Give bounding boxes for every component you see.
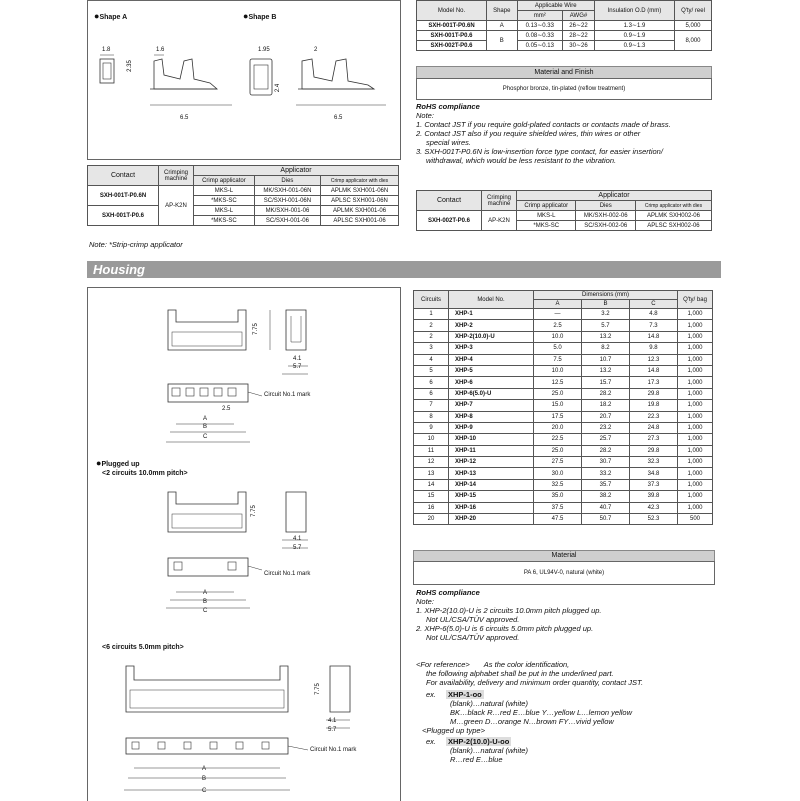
table-row xyxy=(414,514,713,525)
reference-line: For availability, delivery and minimum order quantity, contact JST. xyxy=(426,678,644,687)
table-cell: XHP-8 xyxy=(449,411,534,422)
shape-a-dim-3: 2.35 xyxy=(126,60,133,72)
shape-b-drawing xyxy=(246,49,396,129)
table-cell: 12 xyxy=(414,457,449,468)
table-cell: XHP-4 xyxy=(449,354,534,365)
table-cell: 12.5 xyxy=(534,377,582,388)
color-code-line: R…red E…blue xyxy=(450,755,503,764)
table-cell: XHP-5 xyxy=(449,365,534,376)
table-cell: 14 xyxy=(414,479,449,490)
table-cell: 2 xyxy=(414,331,449,342)
table-cell: 1,000 xyxy=(678,411,713,422)
dim-25: 2.5 xyxy=(222,406,231,412)
table-cell: 7 xyxy=(414,400,449,411)
table-cell: XHP-7 xyxy=(449,400,534,411)
table-row xyxy=(414,445,713,456)
housing-drawing-6-circuits xyxy=(118,658,398,801)
color-code-line: (blank)…natural (white) xyxy=(450,699,528,708)
table-row xyxy=(414,331,713,342)
table-cell: 1,000 xyxy=(678,343,713,354)
table-cell: 6 xyxy=(414,377,449,388)
table-cell: 13.2 xyxy=(581,365,629,376)
table-cell: 4.8 xyxy=(629,309,677,320)
color-code-line: BK…black R…red E…blue Y…yellow L…lemon yellow xyxy=(450,708,633,717)
table-row xyxy=(414,434,713,445)
table-row: *MKS-SC SC/SXH-002-06 APLSC SXH002-06 xyxy=(417,221,712,231)
table-cell: 34.8 xyxy=(629,468,677,479)
table-row xyxy=(414,377,713,388)
table-row: *MKS-SC SC/SXH-001-06N APLSC SXH001-06N xyxy=(88,196,399,206)
dim-a: A xyxy=(202,766,207,772)
note-line: special wires. xyxy=(426,138,472,147)
table-cell: 14.8 xyxy=(629,365,677,376)
shape-b-dim-3: 2.4 xyxy=(275,83,282,93)
table-cell: 47.5 xyxy=(534,514,582,525)
table-cell: 38.2 xyxy=(581,491,629,502)
housing-drawing-standard xyxy=(158,302,388,452)
table-row xyxy=(414,365,713,376)
table-row: SXH-001T-P0.6 B 0.08∼0.33 28∼22 0.9∼1.9 8,000 xyxy=(417,31,712,41)
table-cell: 23.2 xyxy=(581,422,629,433)
table-row xyxy=(414,479,713,490)
dim-c: C xyxy=(202,788,207,794)
table-cell: 18.2 xyxy=(581,400,629,411)
table-cell: 1,000 xyxy=(678,388,713,399)
table-cell: 1,000 xyxy=(678,479,713,490)
note-line: withdrawal, which would be less resistant to the vibration. xyxy=(426,156,617,165)
circuit-mark-label: Circuit No.1 mark xyxy=(264,571,311,577)
col-qty: Q'ty/ reel xyxy=(675,1,712,21)
table-cell: XHP-13 xyxy=(449,468,534,479)
dim-41: 4.1 xyxy=(293,356,302,362)
note-label: Note: xyxy=(416,597,434,606)
example-model: XHP-1-oo xyxy=(448,690,482,699)
table-cell: XHP-15 xyxy=(449,491,534,502)
note-line: Not UL/CSA/TÜV approved. xyxy=(426,633,520,642)
table-cell: 22.3 xyxy=(629,411,677,422)
table-cell: XHP-12 xyxy=(449,457,534,468)
note-line: Not UL/CSA/TÜV approved. xyxy=(426,615,520,624)
table-cell: 5 xyxy=(414,365,449,376)
table-cell: 27.5 xyxy=(534,457,582,468)
table-cell: 5.0 xyxy=(534,343,582,354)
table-cell: XHP-3 xyxy=(449,343,534,354)
shape-a-dim-1: 1.8 xyxy=(102,47,111,53)
plugged-type-label: <Plugged up type> xyxy=(422,726,485,735)
dim-41: 4.1 xyxy=(293,536,302,542)
table-cell: 8 xyxy=(414,411,449,422)
table-cell: 14.8 xyxy=(629,331,677,342)
table-cell: 19.8 xyxy=(629,400,677,411)
table-cell: — xyxy=(534,309,582,320)
table-row xyxy=(414,468,713,479)
dim-57: 5.7 xyxy=(293,545,302,551)
table-cell: 1,000 xyxy=(678,502,713,513)
dim-41: 4.1 xyxy=(328,718,337,724)
shape-a-dim-4: 6.5 xyxy=(180,115,189,121)
table-cell: 2.5 xyxy=(534,320,582,331)
reference-label: <For reference> xyxy=(416,660,470,669)
table-cell: 30.0 xyxy=(534,468,582,479)
table-cell: 35.7 xyxy=(581,479,629,490)
rohs-notes-top xyxy=(416,102,716,165)
table-row xyxy=(414,411,713,422)
dim-775: 7.75 xyxy=(252,323,259,335)
dim-775: 7.75 xyxy=(250,505,257,517)
table-cell: 25.7 xyxy=(581,434,629,445)
table-cell: 40.7 xyxy=(581,502,629,513)
housing-table: Circuits Model No. Dimensions (mm) Q'ty/ bag A B C 1 XHP-1 — 3.2 4.8 1,000 2 XHP-2 2.5 5.7 7.3 1,000 2 XHP-2(10.0)-U 10.0 13.2 14.8 1,000 3 XHP-3 5.0 8.2 9.8 1,000 4 XHP-4 7.5 10.7 12.3 1,000 5 XHP-5 10.0 13.2 14.8 1,000 6 XHP-6 12.5 15.7 17.3 1,000 6 XHP-6(5.0)-U 25.0 28.2 29.8 1,000 7 XHP-7 15.0 18.2 19.8 1,000 8 XHP-8 17.5 20.7 22.3 1,000 9 XHP-9 20.0 23.2 24.8 1,000 10 XHP-10 22.5 25.7 27.3 1,000 11 XHP-11 25.0 28.2 29.8 1,000 12 XHP-12 27.5 30.7 32.3 1,000 13 XHP-13 30.0 33.2 34.8 1,000 14 XHP-14 32.5 35.7 37.3 1,000 15 XHP-15 35.0 38.2 39.8 1,000 16 XHP-16 37.5 40.7 42.3 1,000 20 XHP-20 47.5 50.7 52.3 500 xyxy=(413,290,713,525)
table-cell: 1,000 xyxy=(678,354,713,365)
shape-a-dim-2: 1.6 xyxy=(156,47,165,53)
note-line: 1. XHP-2(10.0)-U is 2 circuits 10.0mm pitch plugged up. xyxy=(416,606,602,615)
table-row xyxy=(414,400,713,411)
example-label: ex. xyxy=(426,737,437,746)
col-insulation: Insulation O.D (mm) xyxy=(594,1,674,21)
table-cell: 29.8 xyxy=(629,445,677,456)
table-cell: 1,000 xyxy=(678,320,713,331)
table-cell: 9 xyxy=(414,422,449,433)
reference-line: As the color identification, xyxy=(483,660,570,669)
rohs-notes-housing xyxy=(416,588,716,642)
table-cell: 10.7 xyxy=(581,354,629,365)
table-cell: 20 xyxy=(414,514,449,525)
table-cell: 1,000 xyxy=(678,365,713,376)
table-cell: 7.5 xyxy=(534,354,582,365)
table-cell: 10.0 xyxy=(534,331,582,342)
dim-775: 7.75 xyxy=(314,683,321,695)
table-row xyxy=(414,309,713,320)
shape-a-drawing xyxy=(92,49,242,129)
six-circuits-heading: <6 circuits 5.0mm pitch> xyxy=(102,644,184,651)
table-row: SXH-001T-P0.6 MKS-L MK/SXH-001-06 APLMK SXH001-06 xyxy=(88,206,399,216)
table-cell: 10 xyxy=(414,434,449,445)
table-cell: 500 xyxy=(678,514,713,525)
col-applicable-wire: Applicable Wire xyxy=(517,1,594,11)
table-row xyxy=(414,388,713,399)
table-cell: 5.7 xyxy=(581,320,629,331)
table-cell: 7.3 xyxy=(629,320,677,331)
dim-a: A xyxy=(203,416,208,422)
dim-57: 5.7 xyxy=(328,727,337,733)
table-row xyxy=(414,422,713,433)
table-cell: 50.7 xyxy=(581,514,629,525)
table-row: *MKS-SC SC/SXH-001-06 APLSC SXH001-06 xyxy=(88,216,399,226)
table-cell: 1,000 xyxy=(678,468,713,479)
dim-c: C xyxy=(203,608,208,614)
table-cell: 1,000 xyxy=(678,309,713,320)
table-row xyxy=(414,491,713,502)
table-cell: XHP-1 xyxy=(449,309,534,320)
table-cell: 15 xyxy=(414,491,449,502)
table-cell: 15.0 xyxy=(534,400,582,411)
table-cell: 1,000 xyxy=(678,457,713,468)
table-cell: 30.7 xyxy=(581,457,629,468)
applicator-table-right: Contact Crimping machine Applicator Crimp applicator Dies Crimp applicator with dies SXH-002T-P0.6 AP-K2N MKS-L MK/SXH-002-06 APLMK SXH002-06 *MKS-SC SC/SXH-002-06 APLSC SXH002-06 xyxy=(416,190,712,231)
housing-drawings-panel xyxy=(87,287,401,801)
table-row: SXH-002T-P0.6 0.05∼0.13 30∼26 0.9∼1.3 xyxy=(417,41,712,51)
table-cell: XHP-2(10.0)-U xyxy=(449,331,534,342)
rohs-title: RoHS compliance xyxy=(416,102,480,111)
table-row: SXH-002T-P0.6 AP-K2N MKS-L MK/SXH-002-06 APLMK SXH002-06 xyxy=(417,211,712,221)
dim-b: B xyxy=(203,599,208,605)
table-cell: 1 xyxy=(414,309,449,320)
wire-spec-table xyxy=(416,0,712,51)
table-cell: 1,000 xyxy=(678,491,713,502)
circuit-mark-label: Circuit No.1 mark xyxy=(310,747,357,753)
color-code-line: (blank)…natural (white) xyxy=(450,746,528,755)
table-cell: XHP-6 xyxy=(449,377,534,388)
table-row xyxy=(414,457,713,468)
table-cell: 17.5 xyxy=(534,411,582,422)
table-cell: 32.3 xyxy=(629,457,677,468)
col-mm2: mm² xyxy=(517,11,563,21)
housing-drawing-2-circuits xyxy=(158,484,388,614)
color-reference xyxy=(416,660,716,764)
table-cell: 3 xyxy=(414,343,449,354)
reference-line: the following alphabet shall be put in the underlined part. xyxy=(426,669,614,678)
table-cell: 37.3 xyxy=(629,479,677,490)
contact-shapes-panel xyxy=(87,0,401,160)
table-cell: 12.3 xyxy=(629,354,677,365)
example-model: XHP-2(10.0)-U-oo xyxy=(448,737,510,746)
table-cell: 25.0 xyxy=(534,445,582,456)
table-cell: XHP-9 xyxy=(449,422,534,433)
example-label: ex. xyxy=(426,690,437,699)
table-cell: XHP-11 xyxy=(449,445,534,456)
table-cell: 4 xyxy=(414,354,449,365)
rohs-title: RoHS compliance xyxy=(416,588,480,597)
table-cell: 35.0 xyxy=(534,491,582,502)
table-cell: 20.0 xyxy=(534,422,582,433)
note-line: 2. XHP-6(5.0)-U is 6 circuits 5.0mm pitch plugged up. xyxy=(416,624,594,633)
table-cell: 13.2 xyxy=(581,331,629,342)
table-cell: 52.3 xyxy=(629,514,677,525)
table-cell: 33.2 xyxy=(581,468,629,479)
table-cell: 28.2 xyxy=(581,388,629,399)
table-row: SXH-001T-P0.6N A 0.13∼0.33 26∼22 1.3∼1.9 5,000 xyxy=(417,21,712,31)
dim-a: A xyxy=(203,590,208,596)
table-cell: 2 xyxy=(414,320,449,331)
table-cell: 29.8 xyxy=(629,388,677,399)
table-cell: 1,000 xyxy=(678,434,713,445)
dim-b: B xyxy=(202,776,207,782)
table-cell: 22.5 xyxy=(534,434,582,445)
table-cell: 13 xyxy=(414,468,449,479)
table-row: SXH-001T-P0.6N AP-K2N MKS-L MK/SXH-001-06N APLMK SXH001-06N xyxy=(88,186,399,196)
table-cell: 1,000 xyxy=(678,445,713,456)
table-cell: 9.8 xyxy=(629,343,677,354)
table-cell: 3.2 xyxy=(581,309,629,320)
shape-b-heading: ●Shape B xyxy=(243,11,277,21)
table-cell: 42.3 xyxy=(629,502,677,513)
housing-material-value: PA 6, UL94V-0, natural (white) xyxy=(413,561,715,585)
dim-c: C xyxy=(203,434,208,440)
table-cell: 24.8 xyxy=(629,422,677,433)
table-cell: 37.5 xyxy=(534,502,582,513)
material-finish-heading: Material and Finish xyxy=(416,66,712,79)
applicator-note: Note: *Strip-crimp applicator xyxy=(89,240,183,249)
table-cell: 6 xyxy=(414,388,449,399)
table-cell: 32.5 xyxy=(534,479,582,490)
table-row xyxy=(414,343,713,354)
note-line: 1. Contact JST if you require gold-plated contacts or contacts made of brass. xyxy=(416,120,671,129)
table-cell: 20.7 xyxy=(581,411,629,422)
note-line: 2. Contact JST also if you require shielded wires, thin wires or other xyxy=(416,129,641,138)
table-cell: 16 xyxy=(414,502,449,513)
table-row xyxy=(414,354,713,365)
material-finish-value: Phosphor bronze, tin-plated (reflow treatment) xyxy=(416,78,712,100)
table-cell: 17.3 xyxy=(629,377,677,388)
circuit-mark-label: Circuit No.1 mark xyxy=(264,392,311,398)
table-row xyxy=(414,320,713,331)
table-cell: XHP-6(5.0)-U xyxy=(449,388,534,399)
col-awg: AWG# xyxy=(563,11,595,21)
table-cell: 1,000 xyxy=(678,400,713,411)
col-shape: Shape xyxy=(487,1,517,21)
housing-material-heading: Material xyxy=(413,550,715,562)
note-line: 3. SXH-001T-P0.6N is low-insertion force type contact, for easier insertion/ xyxy=(416,147,663,156)
table-cell: 1,000 xyxy=(678,422,713,433)
table-cell: 11 xyxy=(414,445,449,456)
table-cell: 1,000 xyxy=(678,377,713,388)
table-cell: 39.8 xyxy=(629,491,677,502)
table-cell: XHP-20 xyxy=(449,514,534,525)
col-model: Model No. xyxy=(417,1,487,21)
shape-a-heading: ●Shape A xyxy=(94,11,128,21)
table-cell: 25.0 xyxy=(534,388,582,399)
shape-b-dim-2: 2 xyxy=(314,47,318,53)
dim-57: 5.7 xyxy=(293,364,302,370)
table-row xyxy=(414,502,713,513)
table-cell: 1,000 xyxy=(678,331,713,342)
note-label: Note: xyxy=(416,111,434,120)
table-cell: XHP-2 xyxy=(449,320,534,331)
color-code-line: M…green D…orange N…brown FY…vivid yellow xyxy=(450,717,614,726)
applicator-table-left: Contact Crimping machine Applicator Crimp applicator Dies Crimp applicator with dies SXH-001T-P0.6N AP-K2N MKS-L MK/SXH-001-06N APLMK SXH001-06N *MKS-SC SC/SXH-001-06N APLSC SXH001-06N SXH-001T-P0.6 MKS-L MK/SXH-001-06 APLMK SXH001-06 *MKS-SC SC/SXH-001-06 APLSC SXH001-06 xyxy=(87,165,399,226)
dim-b: B xyxy=(203,424,208,430)
shape-b-dim-1: 1.95 xyxy=(258,47,270,53)
table-cell: 27.3 xyxy=(629,434,677,445)
table-cell: 15.7 xyxy=(581,377,629,388)
plugged-up-heading: ●Plugged up xyxy=(96,458,140,468)
table-cell: XHP-16 xyxy=(449,502,534,513)
housing-section-bar: Housing xyxy=(87,261,721,278)
two-circuits-heading: <2 circuits 10.0mm pitch> xyxy=(102,470,188,477)
table-cell: XHP-14 xyxy=(449,479,534,490)
table-cell: XHP-10 xyxy=(449,434,534,445)
table-cell: 8.2 xyxy=(581,343,629,354)
table-cell: 10.0 xyxy=(534,365,582,376)
shape-b-dim-4: 6.5 xyxy=(334,115,343,121)
table-cell: 28.2 xyxy=(581,445,629,456)
